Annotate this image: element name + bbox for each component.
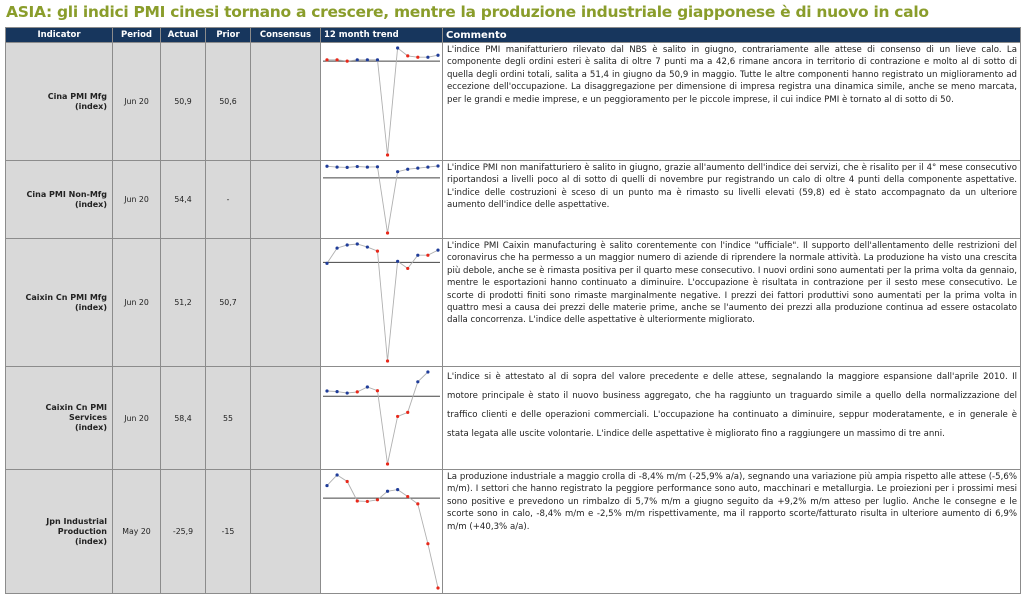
indicator-cell [6, 239, 113, 367]
trend-point [436, 586, 439, 589]
period-cell: Jun 20 [113, 43, 161, 161]
table-row [6, 161, 1021, 239]
header-consensus: Consensus [251, 28, 321, 43]
trend-point [325, 389, 328, 392]
indicator-unit: (index) [74, 536, 107, 546]
trend-point [376, 498, 379, 501]
trend-point [346, 480, 349, 483]
trend-point [406, 54, 409, 57]
trend-line [327, 475, 438, 588]
comment-cell: L'indice PMI non manifatturiero è salito in giugno, grazie all'aumento dell'indice dei servizi, che è risalito per il 4° mese consecutivo riportandosi a livelli poco al di sotto di quelli di novembre pur registrando un calo di oltre 4 punti della componente aspettative. L'indice delle costruzioni è sceso di un punto ma è rimasto su livelli elevati (59,8) ed è stato accompagnato da un ulteriore aumento dell'indice delle aspettative. [443, 161, 1021, 239]
consensus-cell [251, 239, 321, 367]
trend-cell [321, 470, 443, 594]
trend-point [416, 56, 419, 59]
prior-cell: 55 [206, 367, 251, 470]
prior-cell: -15 [206, 470, 251, 594]
trend-point [356, 242, 359, 245]
trend-point [366, 245, 369, 248]
trend-point [356, 390, 359, 393]
indicator-unit: (index) [74, 423, 107, 432]
trend-point [346, 391, 349, 394]
table-row [6, 367, 1021, 470]
trend-point [396, 415, 399, 418]
trend-sparkline [321, 43, 442, 160]
trend-point [416, 380, 419, 383]
trend-point [406, 495, 409, 498]
trend-point [376, 389, 379, 392]
header-trend: 12 month trend [321, 28, 443, 43]
trend-cell [321, 239, 443, 367]
prior-cell: 50,6 [206, 43, 251, 161]
indicator-unit: (index) [74, 199, 107, 209]
trend-point [426, 56, 429, 59]
trend-point [396, 488, 399, 491]
trend-point [356, 58, 359, 61]
trend-point [386, 490, 389, 493]
trend-sparkline [321, 470, 442, 593]
prior-cell: 50,7 [206, 239, 251, 367]
trend-cell [321, 43, 443, 161]
trend-line [327, 244, 438, 361]
trend-point [335, 58, 338, 61]
actual-cell: 50,9 [161, 43, 206, 161]
indicator-name: Caixin Cn PMI [45, 403, 107, 412]
trend-cell [321, 367, 443, 470]
trend-point [325, 262, 328, 265]
indicator-name: Jpn Industrial [46, 516, 107, 526]
trend-point [366, 58, 369, 61]
indicator-unit: Services [68, 413, 107, 422]
consensus-cell [251, 367, 321, 470]
indicator-name: Cina PMI Mfg [47, 91, 107, 101]
header-actual: Actual [161, 28, 206, 43]
trend-point [325, 165, 328, 168]
actual-cell: 51,2 [161, 239, 206, 367]
trend-point [406, 168, 409, 171]
trend-sparkline [321, 161, 442, 238]
trend-sparkline [321, 239, 442, 366]
period-cell: Jun 20 [113, 161, 161, 239]
table-row [6, 43, 1021, 161]
indicator-name: Cina PMI Non-Mfg [26, 189, 107, 199]
trend-point [386, 153, 389, 156]
trend-point [376, 250, 379, 253]
trend-point [396, 46, 399, 49]
comment-cell: L'indice PMI manifatturiero rilevato dal NBS è salito in giugno, contrariamente alle attese di consenso di un lieve calo. La componente degli ordini esteri è salita di oltre 7 punti ma a 42,6 rimane ancora in territorio di contrazione e molto al di sotto di quella degli ordini totali, salita a 51,4 in giugno da 50,9 in maggio. Tutte le altre componenti hanno registrato un miglioramento ad eccezione dell'occupazione. La disaggregazione per dimensione di impresa registra una dinamica simile, anche se meno marcata, per le grandi e medie imprese, e un peggioramento per le piccole imprese, il cui indice PMI è tornato al di sotto di 50. [443, 43, 1021, 161]
trend-point [396, 170, 399, 173]
period-cell: May 20 [113, 470, 161, 594]
trend-point [356, 165, 359, 168]
trend-point [426, 165, 429, 168]
trend-point [366, 385, 369, 388]
trend-cell [321, 161, 443, 239]
trend-point [335, 390, 338, 393]
trend-point [416, 254, 419, 257]
table-row [6, 470, 1021, 594]
trend-point [386, 462, 389, 465]
trend-line [327, 372, 428, 464]
trend-point [426, 370, 429, 373]
trend-point [436, 249, 439, 252]
trend-point [386, 359, 389, 362]
comment-cell: La produzione industriale a maggio crolla di -8,4% m/m (-25,9% a/a), segnando una variazione più ampia rispetto alle attese (-5,6% m/m). I settori che hanno registrato la peggiore performance sono auto, macchinari e metallurgia. Le proiezioni per i prossimi mesi sono positive e prevedono un rimbalzo di 5,7% m/m a giugno seguito da +9,2% m/m atteso per luglio. Anche le consegne e le scorte sono in calo, -8,4% m/m e -2,5% m/m rispettivamente, ma il rapporto scorte/fatturato risulta in ulteriore aumento di 6,9% m/m (+40,3% a/a). [443, 470, 1021, 594]
consensus-cell [251, 161, 321, 239]
trend-point [376, 58, 379, 61]
trend-sparkline [321, 367, 442, 469]
trend-line [327, 166, 438, 233]
trend-point [325, 484, 328, 487]
header-comment: Commento [443, 28, 1021, 43]
indicator-cell [6, 43, 113, 161]
trend-point [376, 165, 379, 168]
trend-point [416, 167, 419, 170]
trend-point [436, 164, 439, 167]
page-title: ASIA: gli indici PMI cinesi tornano a crescere, mentre la produzione industriale giapponese è di nuovo in calo [6, 3, 929, 21]
trend-point [406, 267, 409, 270]
trend-point [416, 502, 419, 505]
indicator-unit: (index) [74, 302, 107, 312]
actual-cell: 58,4 [161, 367, 206, 470]
trend-point [386, 231, 389, 234]
period-cell: Jun 20 [113, 239, 161, 367]
trend-point [325, 58, 328, 61]
trend-point [335, 473, 338, 476]
indicator-cell [6, 367, 113, 470]
header-prior: Prior [206, 28, 251, 43]
header-period: Period [113, 28, 161, 43]
pmi-table [5, 27, 1021, 594]
consensus-cell [251, 43, 321, 161]
actual-cell: 54,4 [161, 161, 206, 239]
table-row [6, 239, 1021, 367]
indicator-cell [6, 470, 113, 594]
header-indicator: Indicator [6, 28, 113, 43]
period-cell: Jun 20 [113, 367, 161, 470]
trend-point [346, 166, 349, 169]
indicator-cell [6, 161, 113, 239]
trend-point [346, 60, 349, 63]
trend-point [436, 54, 439, 57]
comment-cell: L'indice PMI Caixin manufacturing è salito corentemente con l'indice "ufficiale". Il supporto dell'allentamento delle restrizioni del coronavirus che ha permesso a un maggior numero di aziende di riprendere la normale attività. La produzione ha visto una crescita più debole, anche se è rimasta positiva per il quarto mese consecutivo. I nuovi ordini sono aumentati per la prima volta da gennaio, mentre le esportazioni hanno continuato a diminuire. L'occupazione è risultata in contrazione per il sesto mese consecutivo. Le scorte di prodotti finiti sono rimaste marginalmente negative. I prezzi dei fattori produttivi sono aumentati per la prima volta in quattro mesi a causa dei prezzi delle materie prime, anche se l'aumento dei prezzi alla produzione continua ad essere ostacolato dalla concorrenza. L'indice delle aspettative è ulteriormente migliorato. [443, 239, 1021, 367]
trend-point [426, 542, 429, 545]
prior-cell: - [206, 161, 251, 239]
trend-point [366, 165, 369, 168]
trend-point [366, 500, 369, 503]
indicator-name: Caixin Cn PMI Mfg [25, 292, 107, 302]
table-header-row [6, 28, 1021, 43]
indicator-unit: (index) [74, 101, 107, 111]
trend-point [396, 260, 399, 263]
consensus-cell [251, 470, 321, 594]
trend-point [356, 499, 359, 502]
trend-point [335, 165, 338, 168]
trend-point [426, 254, 429, 257]
actual-cell: -25,9 [161, 470, 206, 594]
indicator-unit: Production [57, 526, 107, 536]
trend-point [346, 243, 349, 246]
trend-point [335, 246, 338, 249]
trend-line [327, 48, 438, 155]
trend-point [406, 411, 409, 414]
comment-cell: L'indice si è attestato al di sopra del valore precedente e delle attese, segnalando la maggiore espansione dall'aprile 2010. Il motore principale è stato il nuovo business aggregato, che ha raggiunto un traguardo simile a quello della normalizzazione del traffico clienti e delle operazioni commerciali. L'occupazione ha continuato a diminuire, seppur moderatamente, e in generale è stata legata alle uscite volontarie. L'indice delle aspettative è migliorato fino a raggiungere un massimo di tre anni. [443, 367, 1021, 470]
